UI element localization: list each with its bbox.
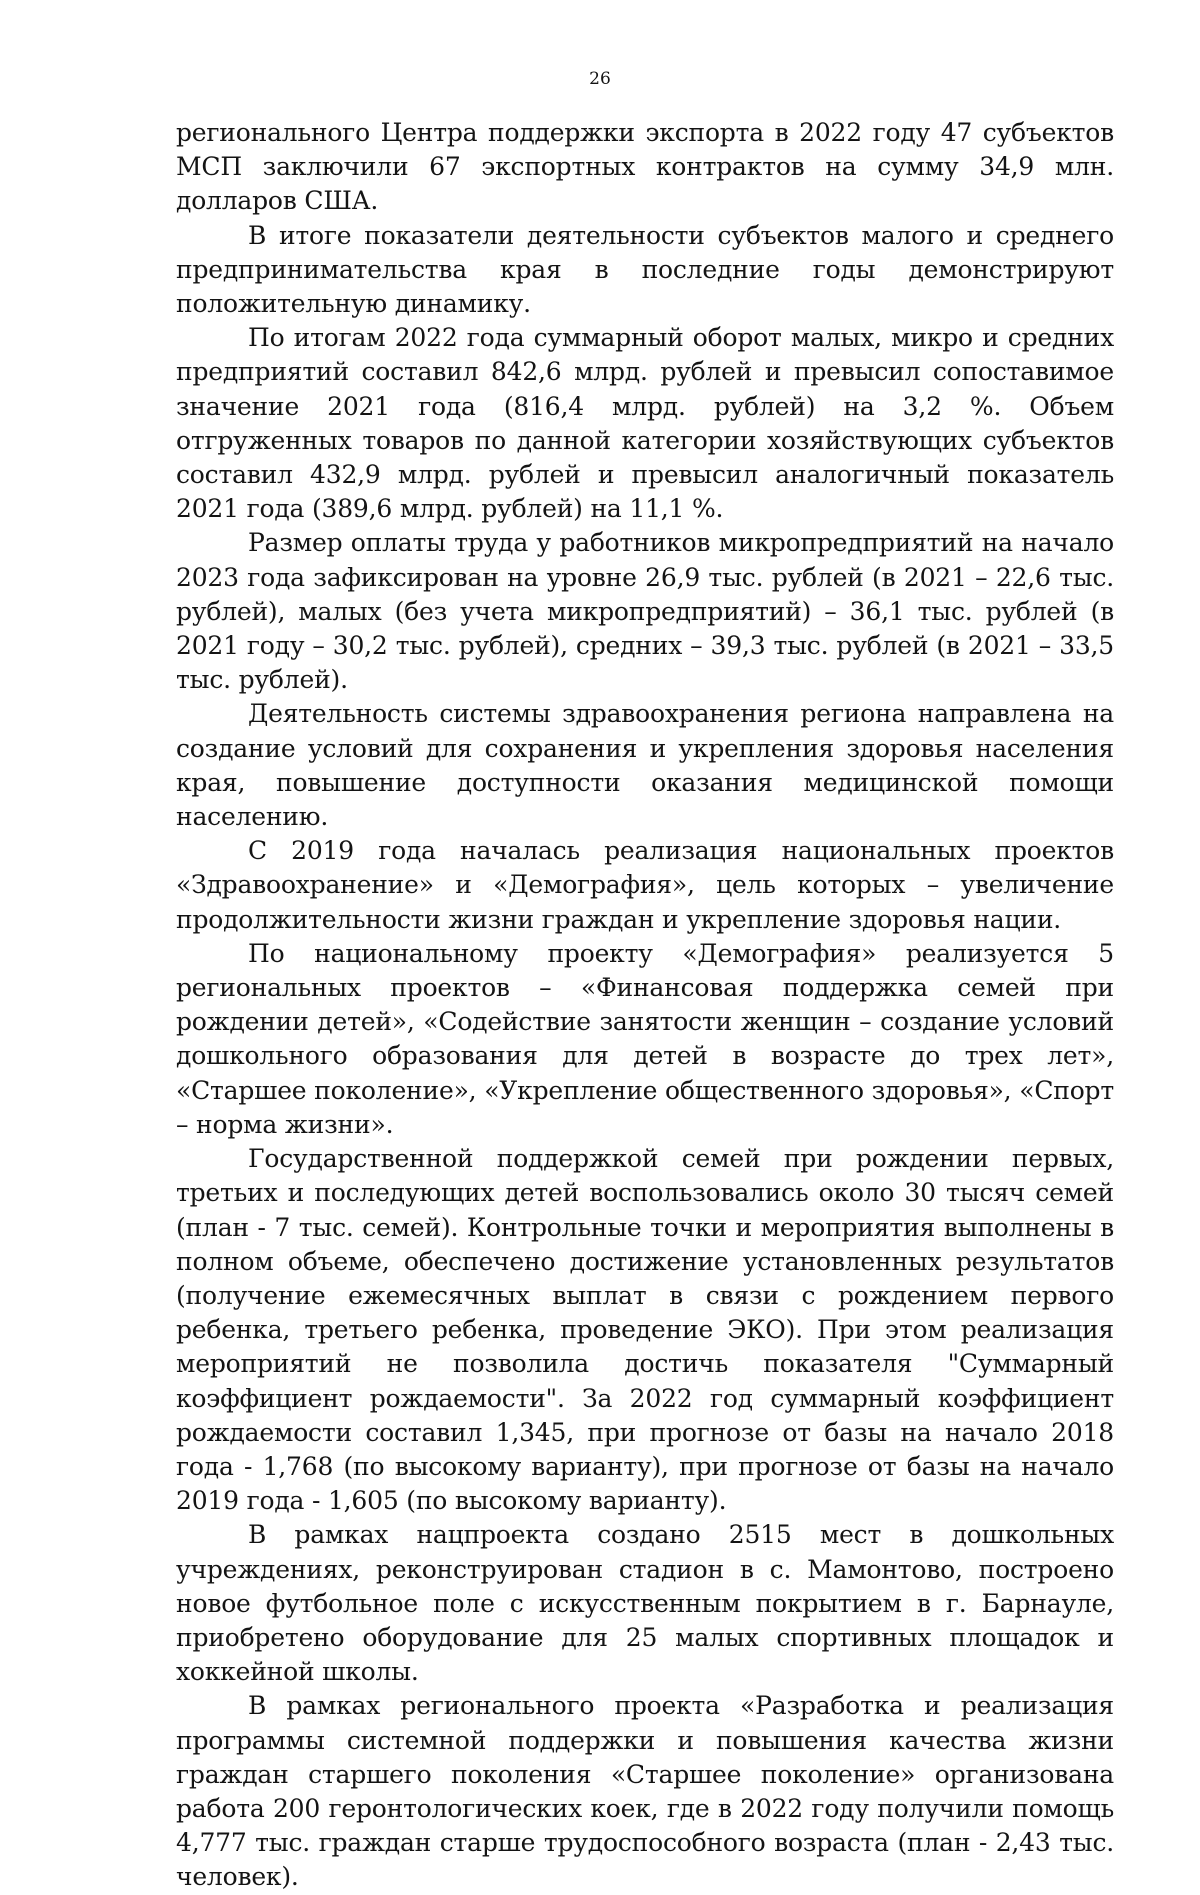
paragraph-sme-turnover: По итогам 2022 года суммарный оборот малых, микро и средних предприятий составил 842,6 млрд. рублей и превысил сопоставимое значение 2021 года (816,4 млрд. рублей) на 3,2 %. Объем отгруженных товаров по данной категории хозяйствующих субъектов составил 432,9 млрд. рублей и превысил аналогичный показатель 2021 года (389,6 млрд. рублей) на 11,1 %. [176, 323, 1114, 524]
paragraph-demography-projects: По национальному проекту «Демография» реализуется 5 региональных проектов – «Финансовая поддержка семей при рождении детей», «Содействие занятости женщин – создание условий дошкольного образования для детей в возрасте до трех лет», «Старшее поколение», «Укрепление общественного здоровья», «Спорт – норма жизни». [176, 938, 1114, 1139]
paragraph-elderly-care: В рамках регионального проекта «Разработка и реализация программы системной поддержки и повышения качества жизни граждан старшего поколения «Старшее поколение» организована работа 200 геронтологических коек, где в 2022 году получили помощь 4,777 тыс. граждан старше трудоспособного возраста (план - 2,43 тыс. человек). [176, 1691, 1114, 1892]
page-number: 26 [589, 69, 611, 89]
paragraph-national-projects: С 2019 года началась реализация национальных проектов «Здравоохранение» и «Демография», цель которых – увеличение продолжительности жизни граждан и укрепление здоровья нации. [176, 836, 1114, 934]
paragraph-preschool-sports: В рамках нацпроекта создано 2515 мест в дошкольных учреждениях, реконструирован стадион в с. Мамонтово, построено новое футбольное поле с искусственным покрытием в г. Барнауле, приобретено оборудование для 25 малых спортивных площадок и хоккейной школы. [176, 1520, 1114, 1687]
paragraph-sme-dynamics: В итоге показатели деятельности субъектов малого и среднего предпринимательства края в последние годы демонстрируют положительную динамику. [176, 220, 1114, 319]
paragraph-family-support: Государственной поддержкой семей при рождении первых, третьих и последующих детей воспользовались около 30 тысяч семей (план - 7 тыс. семей). Контрольные точки и мероприятия выполнены в полном объеме, обеспечено достижение установленных результатов (получение ежемесячных выплат в связи с рождением первого ребенка, третьего ребенка, проведение ЭКО). При этом реализация мероприятий не позволила достичь показателя "Суммарный коэффициент рождаемости". За 2022 год суммарный коэффициент рождаемости составил 1,345, при прогнозе от базы на начало 2018 года - 1,768 (по высокому варианту), при прогнозе от базы на начало 2019 года - 1,605 (по высокому варианту). [176, 1144, 1114, 1516]
paragraph-wages: Размер оплаты труда у работников микропредприятий на начало 2023 года зафиксирован на уровне 26,9 тыс. рублей (в 2021 – 22,6 тыс. рублей), малых (без учета микропредприятий) – 36,1 тыс. рублей (в 2021 году – 30,2 тыс. рублей), средних – 39,3 тыс. рублей (в 2021 – 33,5 тыс. рублей). [176, 528, 1114, 695]
paragraph-healthcare: Деятельность системы здравоохранения региона направлена на создание условий для сохранения и укрепления здоровья населения края, повышение доступности оказания медицинской помощи населению. [176, 699, 1114, 832]
paragraph-export-contracts: регионального Центра поддержки экспорта в 2022 году 47 субъектов МСП заключили 67 экспортных контрактов на сумму 34,9 млн. долларов США. [176, 118, 1114, 216]
document-body [176, 116, 1114, 1895]
